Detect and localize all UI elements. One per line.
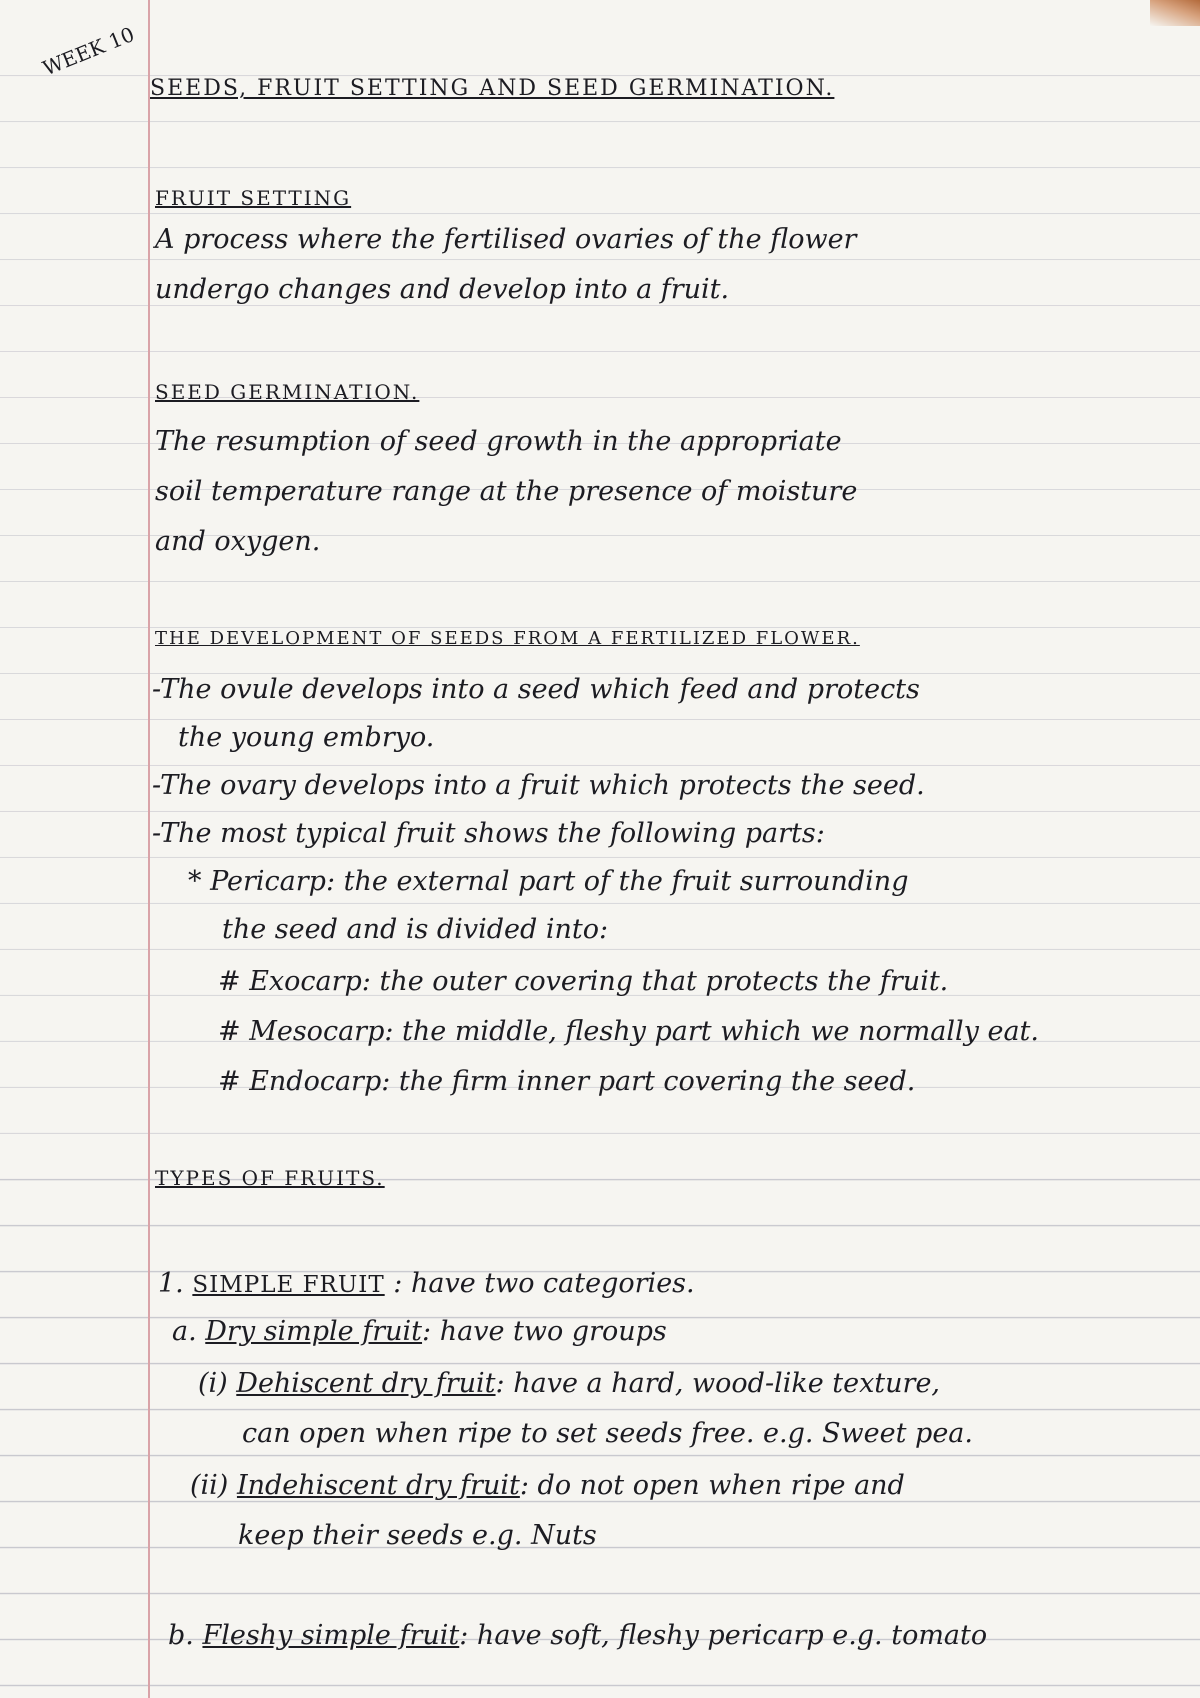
fruit-setting-line-2: undergo changes and develop into a fruit. [155, 274, 730, 305]
indehiscent-desc: : do not open when ripe and [519, 1470, 905, 1501]
simple-fruit-number: 1. [158, 1268, 184, 1299]
pericarp-line-2: the seed and is divided into: [222, 914, 609, 945]
pericarp-line-1: * Pericarp: the external part of the fruit surrounding [188, 866, 909, 897]
exocarp-line: # Exocarp: the outer covering that protects the fruit. [218, 966, 949, 997]
fleshy-label: Fleshy simple fruit [202, 1620, 460, 1651]
dehiscent-label: Dehiscent dry fruit [236, 1368, 496, 1399]
dry-simple-desc: : have two groups [422, 1316, 667, 1347]
types-of-fruits-heading: TYPES OF FRUITS. [155, 1166, 385, 1190]
fruit-setting-line-1: A process where the fertilised ovaries of the flower [155, 224, 857, 255]
dry-simple-letter: a. [172, 1316, 197, 1347]
indehiscent-num: (ii) [190, 1470, 229, 1501]
page-corner [1150, 0, 1200, 26]
page-title: SEEDS, FRUIT SETTING AND SEED GERMINATION. [150, 76, 835, 101]
dehiscent-num: (i) [198, 1368, 228, 1399]
dehiscent-line-2: can open when ripe to set seeds free. e.g. Sweet pea. [242, 1418, 973, 1449]
development-line-1: -The ovule develops into a seed which feed and protects [152, 674, 920, 705]
indehiscent-line-2: keep their seeds e.g. Nuts [238, 1520, 597, 1551]
simple-fruit-label: SIMPLE FRUIT [192, 1272, 385, 1298]
indehiscent-label: Indehiscent dry fruit [236, 1470, 520, 1501]
simple-fruit-desc: : have two categories. [393, 1268, 695, 1299]
development-heading: THE DEVELOPMENT OF SEEDS FROM A FERTILIZED FLOWER. [155, 628, 860, 649]
seed-germination-line-2: soil temperature range at the presence of moisture [155, 476, 858, 507]
dehiscent-desc: : have a hard, wood-like texture, [495, 1368, 941, 1399]
margin-line [148, 0, 150, 1698]
development-line-2: the young embryo. [178, 722, 435, 753]
week-label: WEEK 10 [39, 21, 138, 81]
seed-germination-heading: SEED GERMINATION. [155, 380, 420, 404]
dry-simple-fruit-line [172, 1318, 667, 1345]
indehiscent-line-1 [190, 1472, 905, 1499]
simple-fruit-line [158, 1270, 695, 1297]
fleshy-letter: b. [168, 1620, 194, 1651]
development-line-3: -The ovary develops into a fruit which protects the seed. [152, 770, 925, 801]
dry-simple-label: Dry simple fruit [205, 1316, 423, 1347]
development-line-4: -The most typical fruit shows the following parts: [152, 818, 825, 849]
fleshy-simple-fruit-line [168, 1622, 987, 1649]
fruit-setting-heading: FRUIT SETTING [155, 186, 352, 210]
endocarp-line: # Endocarp: the firm inner part covering the seed. [218, 1066, 916, 1097]
seed-germination-line-1: The resumption of seed growth in the appropriate [155, 426, 842, 457]
dehiscent-line-1 [198, 1370, 940, 1397]
mesocarp-line: # Mesocarp: the middle, fleshy part which we normally eat. [218, 1016, 1039, 1047]
seed-germination-line-3: and oxygen. [155, 526, 321, 557]
fleshy-desc: : have soft, fleshy pericarp e.g. tomato [459, 1620, 988, 1651]
